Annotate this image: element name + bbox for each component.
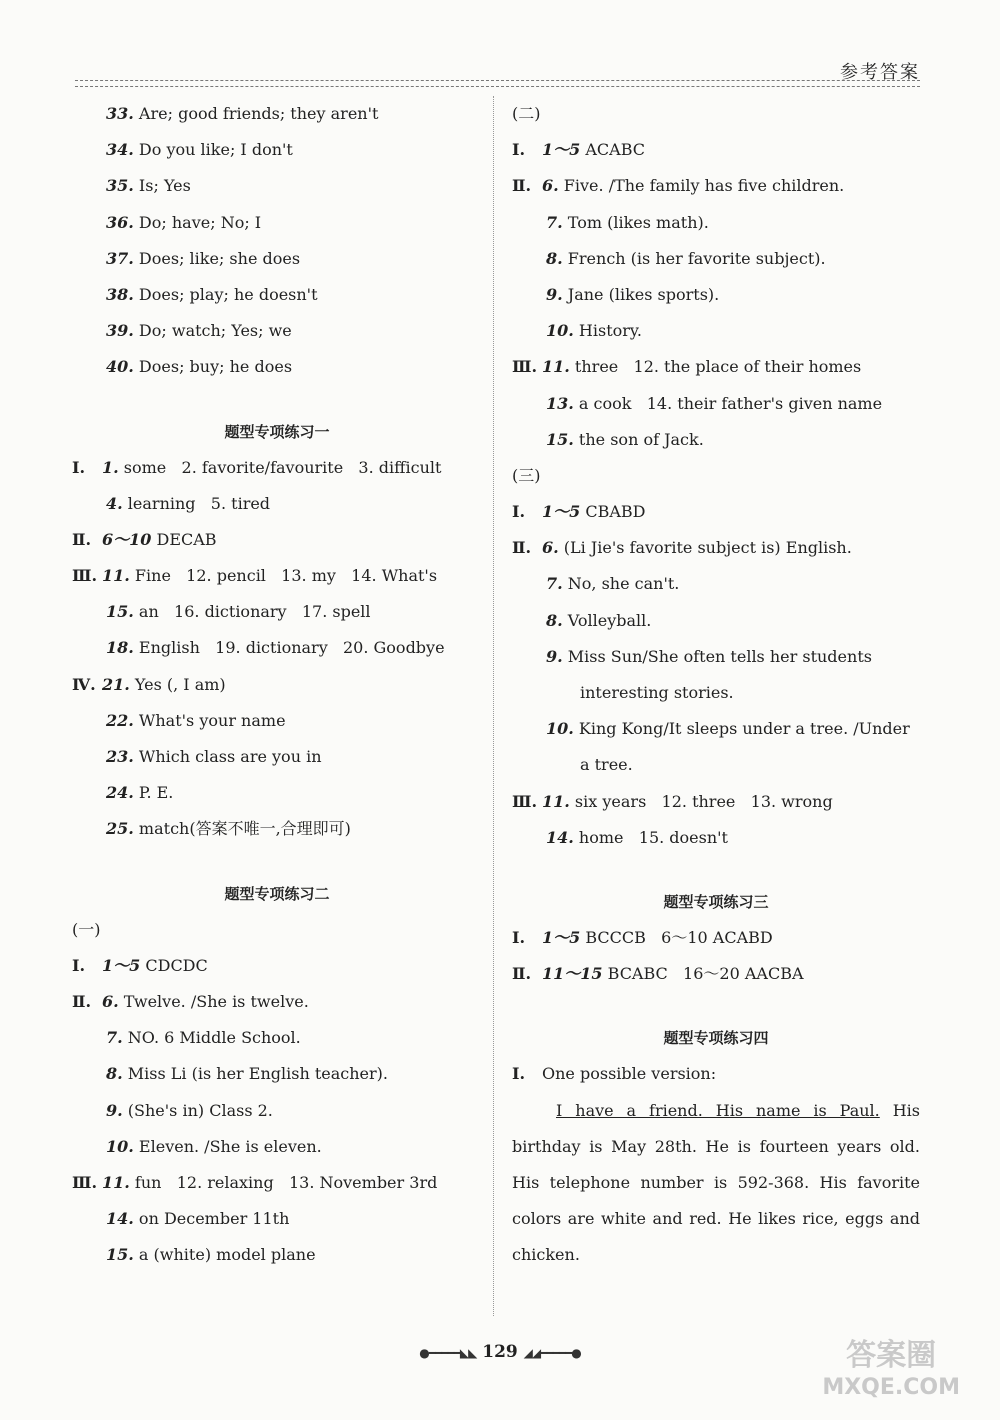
section-title: 题型专项练习二 xyxy=(224,884,330,903)
answer-text: Five. /The family has five children. xyxy=(558,176,845,196)
answer-line xyxy=(72,205,482,241)
section-title: 题型专项练习一 xyxy=(224,422,330,441)
answer-line xyxy=(72,522,482,558)
answer-line xyxy=(72,984,482,1020)
item-number: 1. xyxy=(102,457,119,477)
answer-text: NO. 6 Middle School. xyxy=(122,1028,301,1048)
item-number: 36. xyxy=(106,212,134,232)
answer-line xyxy=(72,168,482,204)
answer-text: CBABD xyxy=(580,502,646,522)
answer-text: six years 12. three 13. wrong xyxy=(569,791,833,811)
answer-text: (一) xyxy=(72,919,101,939)
answer-line xyxy=(72,775,482,811)
answer-line xyxy=(512,603,920,639)
answer-line xyxy=(512,956,920,992)
item-number: 25. xyxy=(106,819,134,839)
answer-text: home 15. doesn't xyxy=(573,827,728,847)
item-number: 9. xyxy=(106,1100,123,1120)
item-number: 22. xyxy=(106,710,134,730)
roman-numeral: Ⅰ. xyxy=(512,927,526,947)
answer-line xyxy=(72,132,482,168)
item-number: 39. xyxy=(106,321,134,341)
watermark-line2: MXQE.COM xyxy=(822,1375,960,1400)
answer-text: Yes (, I am) xyxy=(129,674,226,694)
item-number: 11. xyxy=(542,791,570,811)
item-number: 14. xyxy=(106,1209,134,1229)
answer-text: Does; buy; he does xyxy=(133,357,293,377)
answer-text: Does; play; he doesn't xyxy=(133,284,318,304)
page-number-text: 129 xyxy=(482,1342,518,1362)
answer-line xyxy=(72,1201,482,1237)
item-number: 15. xyxy=(546,429,574,449)
item-number: 11. xyxy=(102,566,130,586)
answer-text: a tree. xyxy=(580,755,633,775)
left-flourish-icon: ●━━━━━◣◣ xyxy=(419,1346,477,1360)
answer-line xyxy=(72,630,482,666)
item-number: 1～5 xyxy=(542,502,581,522)
answer-text: a cook 14. their father's given name xyxy=(573,393,883,413)
answer-text: BCCCB 6～10 ACABD xyxy=(580,927,773,947)
item-number: 6. xyxy=(542,538,559,558)
answer-text: Which class are you in xyxy=(133,747,322,766)
item-number: 6. xyxy=(542,176,559,196)
answer-text: Jane (likes sports). xyxy=(562,284,720,304)
answer-text: some 2. favorite/favourite 3. difficult xyxy=(118,457,442,477)
answer-text: Are; good friends; they aren't xyxy=(133,104,379,123)
section-title: 题型专项练习三 xyxy=(663,892,769,911)
answer-line xyxy=(512,458,920,494)
answer-line xyxy=(512,132,920,168)
item-number: 38. xyxy=(106,284,134,304)
answer-text: match(答案不唯一,合理即可) xyxy=(133,819,351,839)
item-number: 8. xyxy=(546,248,563,268)
item-number: 7. xyxy=(546,212,563,232)
answer-line xyxy=(512,784,920,820)
item-number: 23. xyxy=(106,747,134,766)
answer-text: interesting stories. xyxy=(580,683,734,702)
answer-line xyxy=(512,168,920,204)
item-number: 11. xyxy=(102,1172,130,1192)
answer-text: BCABC 16～20 AACBA xyxy=(602,964,804,984)
item-number: 9. xyxy=(546,646,563,666)
answer-text: DECAB xyxy=(151,529,217,549)
answer-text: on December 11th xyxy=(133,1209,290,1229)
item-number: 37. xyxy=(106,248,134,268)
answer-text: No, she can't. xyxy=(562,574,680,594)
answer-line xyxy=(512,494,920,530)
roman-numeral: Ⅰ. xyxy=(512,140,526,160)
item-number: 8. xyxy=(106,1064,123,1084)
answer-line xyxy=(512,1056,920,1092)
answer-line xyxy=(72,912,482,948)
answer-text: Miss Sun/She often tells her students xyxy=(562,646,872,666)
answer-line xyxy=(72,241,482,277)
answer-text: Miss Li (is her English teacher). xyxy=(122,1064,388,1084)
answer-text: English 19. dictionary 20. Goodbye xyxy=(133,638,445,658)
item-number: 40. xyxy=(106,357,134,377)
answer-line xyxy=(72,667,482,703)
answer-text: learning 5. tired xyxy=(122,493,271,513)
item-number: 1～5 xyxy=(542,140,581,160)
answer-text: Do you like; I don't xyxy=(133,140,293,160)
answer-line xyxy=(512,313,920,349)
roman-numeral: Ⅲ. xyxy=(72,566,98,586)
answer-text: P. E. xyxy=(133,783,174,803)
answer-line xyxy=(512,675,920,711)
answer-line xyxy=(512,747,920,783)
roman-numeral: Ⅱ. xyxy=(72,529,92,549)
answer-text: History. xyxy=(573,321,642,341)
answer-text: What's your name xyxy=(133,710,286,730)
answer-text: (三) xyxy=(512,465,541,485)
answer-text: an 16. dictionary 17. spell xyxy=(133,602,371,622)
answer-text: three 12. the place of their homes xyxy=(569,357,862,377)
section-title: 题型专项练习四 xyxy=(663,1029,769,1048)
answer-text: French (is her favorite subject). xyxy=(562,248,826,268)
roman-numeral: Ⅲ. xyxy=(512,357,538,377)
answer-text: a (white) model plane xyxy=(133,1245,316,1265)
roman-numeral: Ⅰ. xyxy=(72,955,86,975)
item-number: 10. xyxy=(546,321,574,341)
item-number: 7. xyxy=(106,1028,123,1048)
answer-line xyxy=(512,566,920,602)
answer-line xyxy=(72,558,482,594)
roman-numeral: Ⅳ. xyxy=(72,674,96,694)
roman-numeral: Ⅲ. xyxy=(512,791,538,811)
answer-line xyxy=(512,639,920,675)
answer-line xyxy=(72,1165,482,1201)
item-number: 4. xyxy=(106,493,123,513)
answer-text: Eleven. /She is eleven. xyxy=(133,1136,322,1156)
essay-underlined-sentence: I have a friend. His name is Paul. xyxy=(556,1100,880,1120)
answer-line xyxy=(512,386,920,422)
item-number: 18. xyxy=(106,638,134,658)
item-number: 11～15 xyxy=(542,964,603,984)
essay-paragraph xyxy=(512,1093,920,1274)
answer-text: Is; Yes xyxy=(133,176,191,196)
roman-numeral: Ⅱ. xyxy=(512,538,532,558)
answer-line xyxy=(512,820,920,856)
answer-line xyxy=(512,96,920,132)
item-number: 15. xyxy=(106,602,134,622)
answer-line xyxy=(512,422,920,458)
answer-line xyxy=(72,811,482,847)
answer-line xyxy=(72,96,482,132)
answer-line xyxy=(512,349,920,385)
answer-text: (Li Jie's favorite subject is) English. xyxy=(558,538,852,558)
answer-text: Do; have; No; I xyxy=(133,212,262,232)
answer-line xyxy=(512,241,920,277)
answer-text: Tom (likes math). xyxy=(562,212,709,232)
item-number: 6～10 xyxy=(102,529,152,549)
answer-text: (She's in) Class 2. xyxy=(122,1100,273,1120)
item-number: 35. xyxy=(106,176,134,196)
left-column xyxy=(72,96,482,1273)
answer-line xyxy=(72,948,482,984)
answer-line xyxy=(512,277,920,313)
item-number: 10. xyxy=(106,1136,134,1156)
answer-text: Twelve. /She is twelve. xyxy=(118,991,309,1011)
answer-line xyxy=(72,349,482,385)
answer-line xyxy=(72,486,482,522)
answer-line xyxy=(72,1129,482,1165)
item-number: 1～5 xyxy=(542,927,581,947)
item-number: 14. xyxy=(546,827,574,847)
answer-line xyxy=(72,277,482,313)
answer-text: Fine 12. pencil 13. my 14. What's xyxy=(129,566,438,586)
roman-numeral: Ⅰ. xyxy=(72,457,86,477)
answer-line xyxy=(512,711,920,747)
item-number: 6. xyxy=(102,991,119,1011)
answer-line xyxy=(72,739,482,775)
item-number: 9. xyxy=(546,284,563,304)
item-number: 10. xyxy=(546,719,574,739)
item-number: 21. xyxy=(102,674,130,694)
answer-line xyxy=(512,205,920,241)
roman-numeral: Ⅱ. xyxy=(72,991,92,1011)
item-number: 8. xyxy=(546,610,563,630)
answer-text: Do; watch; Yes; we xyxy=(133,321,292,341)
answer-text: Volleyball. xyxy=(562,610,652,630)
column-divider xyxy=(493,96,494,1316)
item-number: 1～5 xyxy=(102,955,141,975)
roman-numeral: Ⅱ. xyxy=(512,964,532,984)
answer-line xyxy=(72,703,482,739)
answer-line xyxy=(512,530,920,566)
header-divider xyxy=(75,80,920,87)
roman-numeral: Ⅰ. xyxy=(512,1064,526,1084)
essay-body: His birthday is May 28th. He is fourteen years old. His telephone number is 592-368. His favorite colors are white and red. He likes rice, eggs and chicken. xyxy=(512,1100,920,1265)
answer-line xyxy=(72,1093,482,1129)
roman-numeral: Ⅰ. xyxy=(512,502,526,522)
answer-line xyxy=(72,1237,482,1273)
item-number: 34. xyxy=(106,140,134,160)
answer-text: King Kong/It sleeps under a tree. /Under xyxy=(573,719,910,739)
roman-numeral: Ⅱ. xyxy=(512,176,532,196)
item-number: 15. xyxy=(106,1245,134,1265)
answer-text: One possible version: xyxy=(542,1064,717,1084)
answer-line xyxy=(72,1020,482,1056)
answer-line xyxy=(512,920,920,956)
answer-line xyxy=(72,450,482,486)
item-number: 33. xyxy=(106,104,134,123)
answer-text: CDCDC xyxy=(140,955,208,975)
item-number: 11. xyxy=(542,357,570,377)
roman-numeral: Ⅲ. xyxy=(72,1172,98,1192)
right-column xyxy=(512,96,920,1274)
answer-text: ACABC xyxy=(580,140,646,160)
answer-line xyxy=(72,313,482,349)
right-flourish-icon: ◢◢━━━━━● xyxy=(523,1346,581,1360)
item-number: 24. xyxy=(106,783,134,803)
answer-text: fun 12. relaxing 13. November 3rd xyxy=(129,1172,438,1192)
answer-line xyxy=(72,594,482,630)
answer-text: (二) xyxy=(512,104,541,123)
item-number: 13. xyxy=(546,393,574,413)
answer-line xyxy=(72,1056,482,1092)
watermark-line1: 答案圈 xyxy=(846,1338,937,1373)
answer-text: the son of Jack. xyxy=(573,429,704,449)
page-header-title: 参考答案 xyxy=(840,62,920,83)
item-number: 7. xyxy=(546,574,563,594)
answer-text: Does; like; she does xyxy=(133,248,301,268)
watermark-logo xyxy=(822,1340,960,1404)
